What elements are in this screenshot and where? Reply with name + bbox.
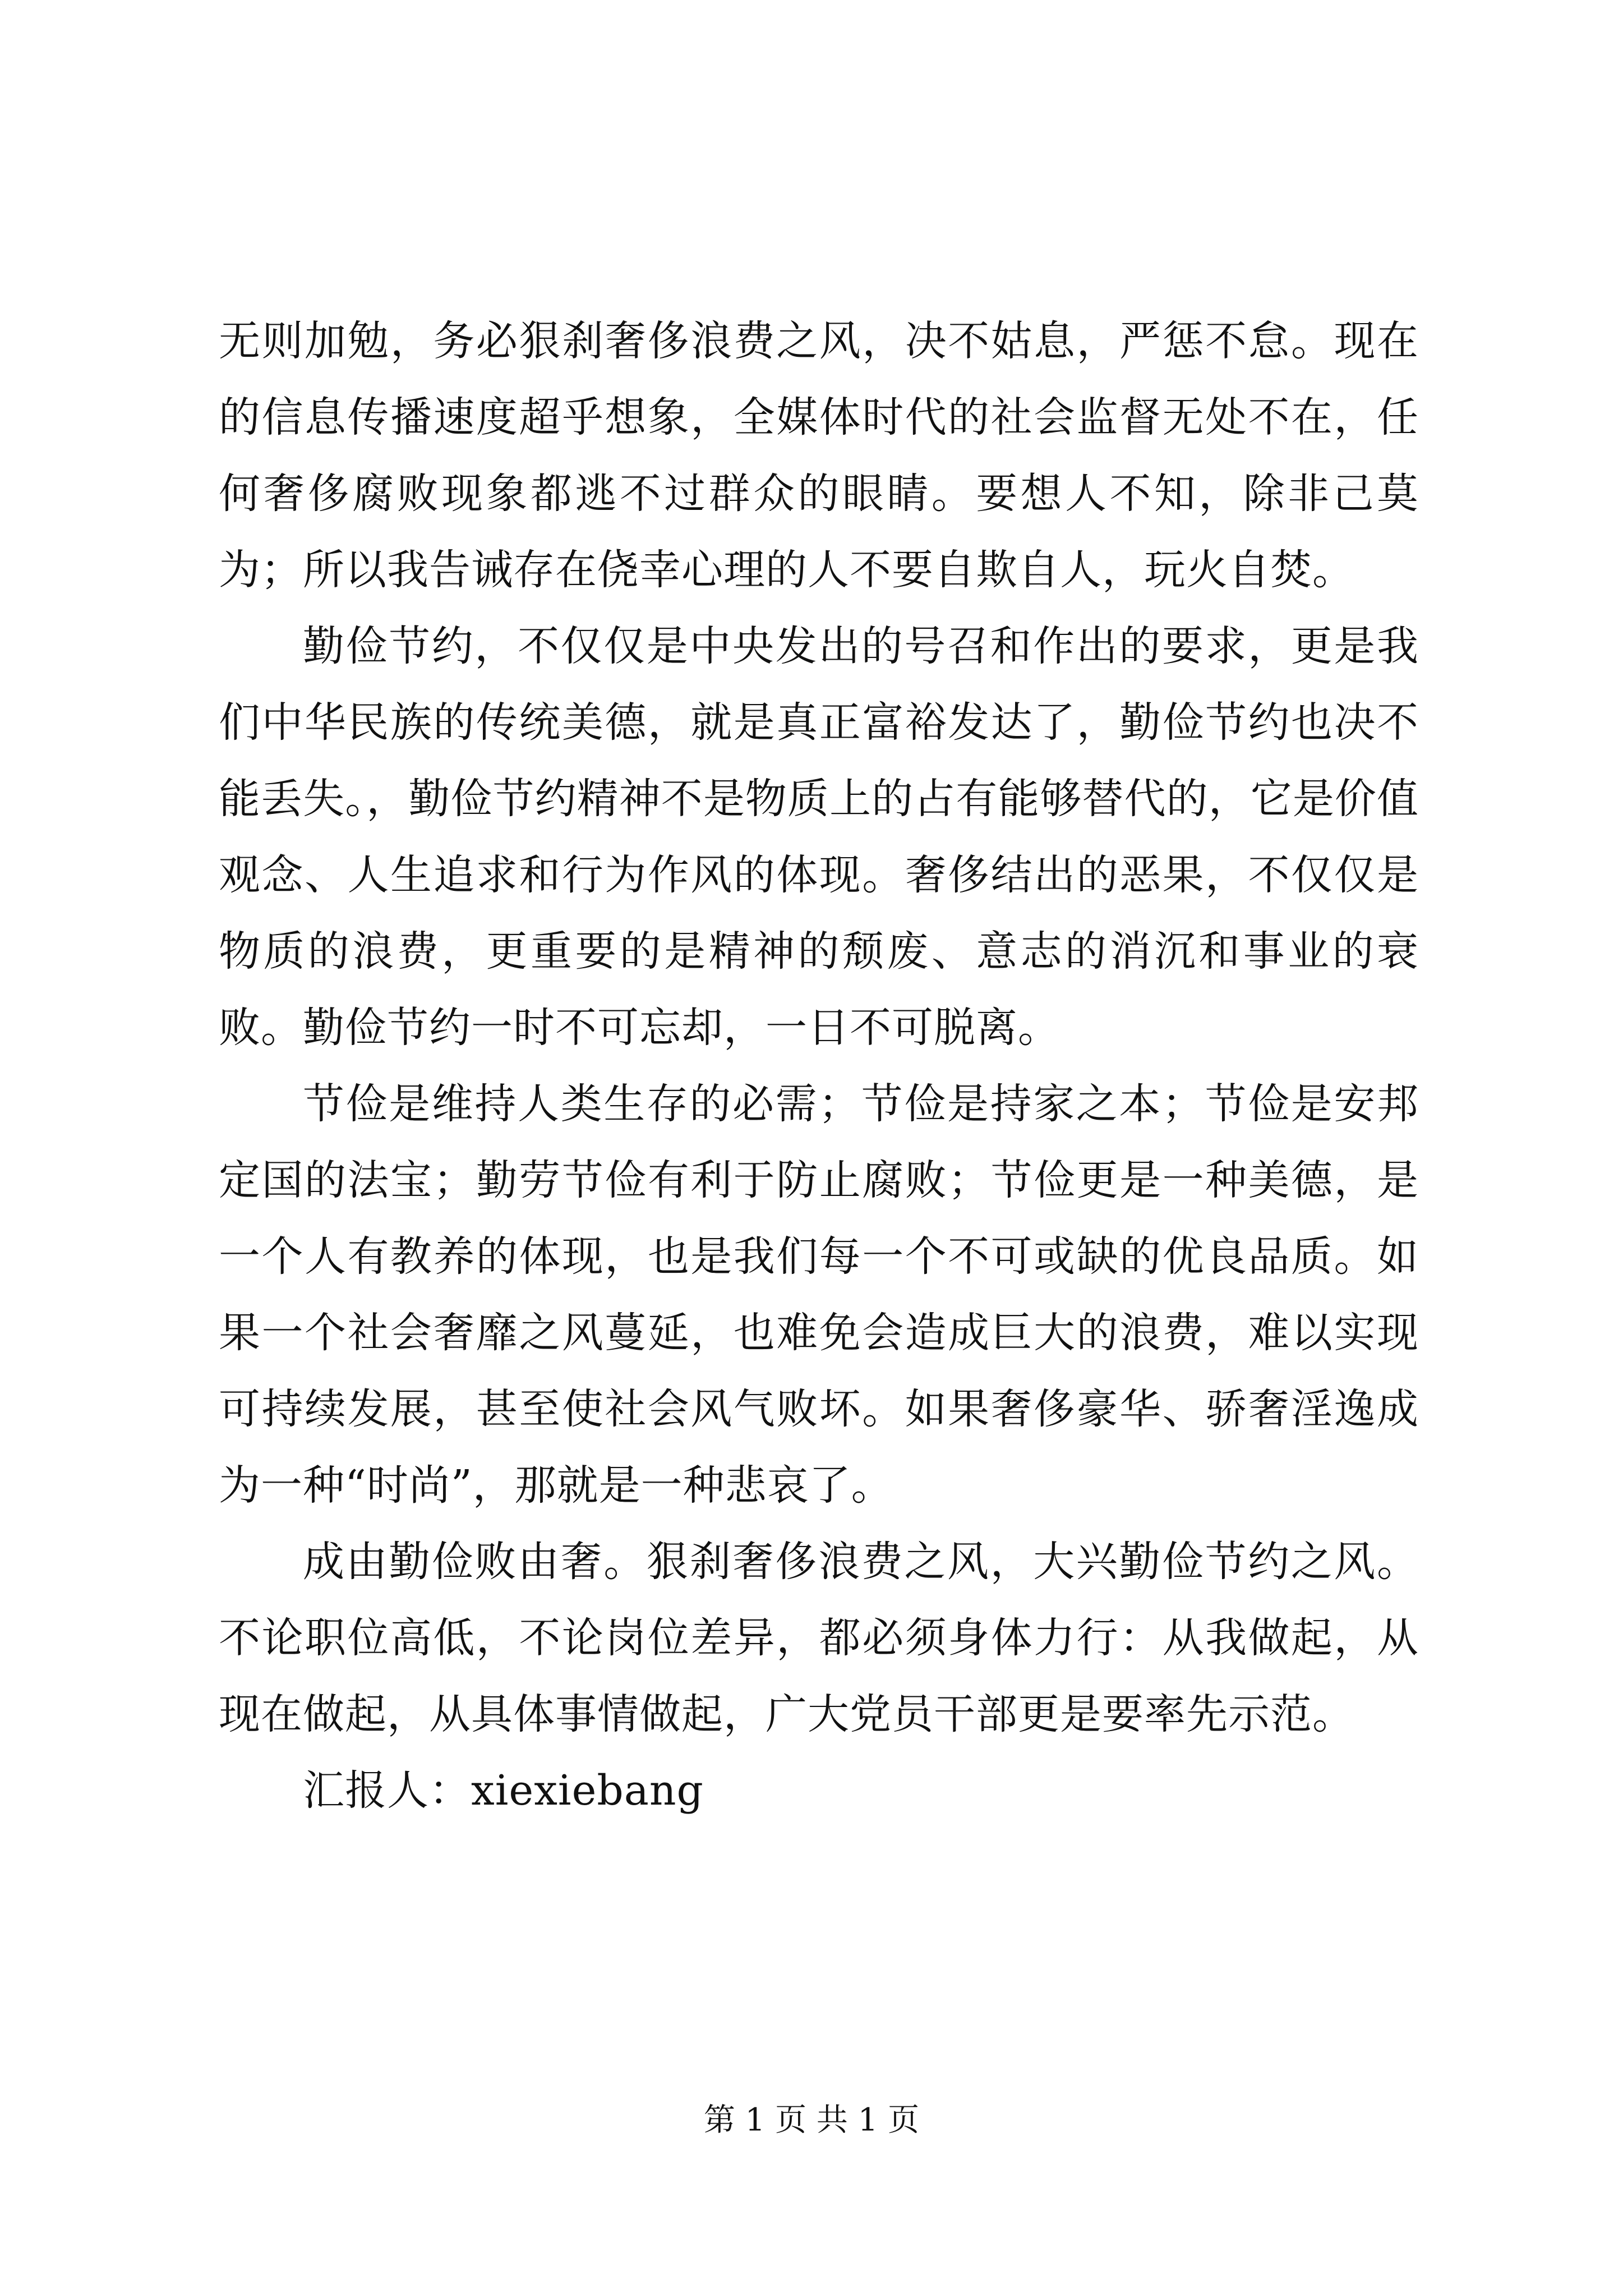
paragraph-conclusion: 成由勤俭败由奢。狠刹奢侈浪费之风，大兴勤俭节约之风。不论职位高低，不论岗位差异，都必须身体力行：从我做起，从现在做起，从具体事情做起，广大党员干部更是要率先示范。 <box>219 1538 1419 1738</box>
paragraph-continued: 无则加勉，务必狠刹奢侈浪费之风，决不姑息，严惩不怠。现在的信息传播速度超乎想象，全媒体时代的社会监督无处不在，任何奢侈腐败现象都逃不过群众的眼睛。要想人不知，除非己莫为；所以我告诫存在侥幸心理的人不要自欺自人，玩火自焚。 <box>219 317 1419 594</box>
page-number-footer: 第 1 页 共 1 页 <box>703 2102 920 2138</box>
reporter-signature: 汇报人：xiexiebang <box>303 1766 704 1815</box>
paragraph-frugality: 勤俭节约，不仅仅是中央发出的号召和作出的要求，更是我们中华民族的传统美德，就是真正富裕发达了，勤俭节约也决不能丢失。，勤俭节约精神不是物质上的占有能够替代的，它是价值观念、人生追求和行为作风的体现。奢侈结出的恶果，不仅仅是物质的浪费，更重要的是精神的颓废、意志的消沉和事业的衰败。勤俭节约一时不可忘却，一日不可脱离。 <box>219 622 1419 1052</box>
document-body <box>219 303 1419 1829</box>
paragraph-thrift-virtue: 节俭是维持人类生存的必需；节俭是持家之本；节俭是安邦定国的法宝；勤劳节俭有利于防止腐败；节俭更是一种美德，是一个人有教养的体现，也是我们每一个不可或缺的优良品质。如果一个社会奢靡之风蔓延，也难免会造成巨大的浪费，难以实现可持续发展，甚至使社会风气败坏。如果奢侈豪华、骄奢淫逸成为一种“时尚”，那就是一种悲哀了。 <box>219 1080 1419 1510</box>
